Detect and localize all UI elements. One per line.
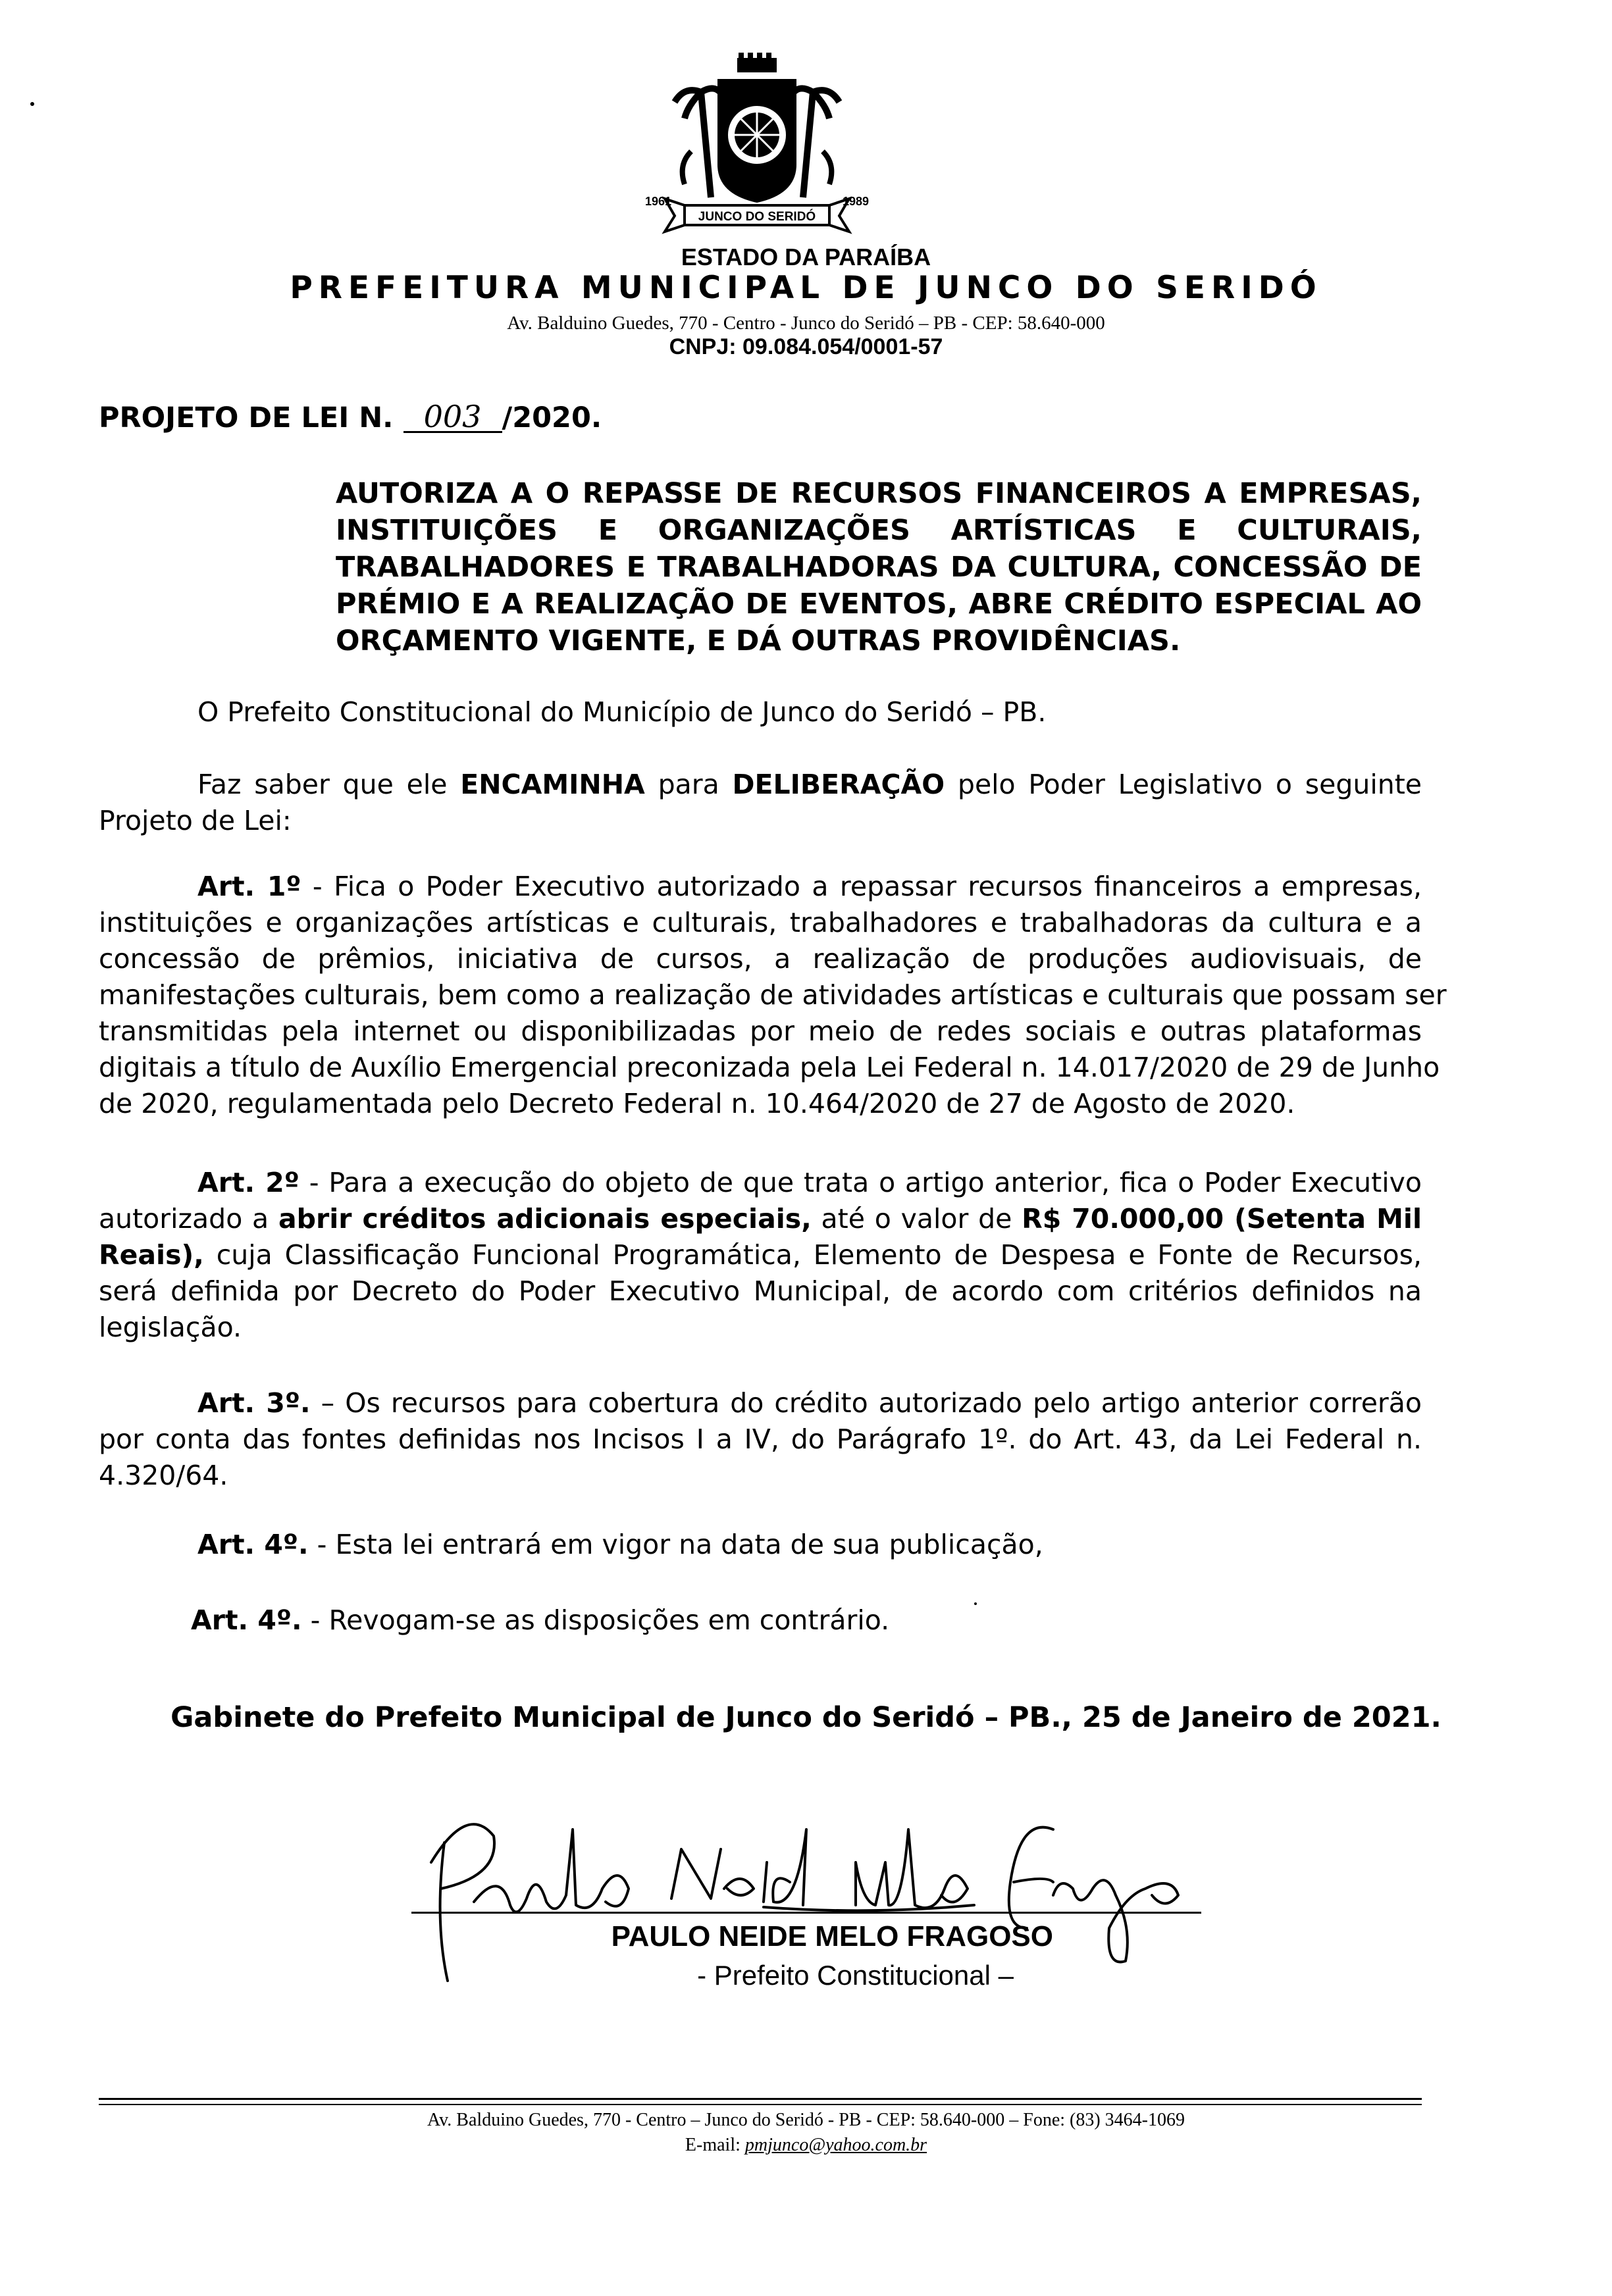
- summary-line: TRABALHADORES E TRABALHADORAS DA CULTURA, CONCESSÃO DE: [336, 551, 1422, 584]
- header-cnpj: CNPJ: 09.084.054/0001-57: [669, 334, 943, 359]
- faz-saber-line-2: Projeto de Lei:: [99, 805, 292, 836]
- crest-year-left: 1961: [644, 195, 672, 208]
- crest-ribbon-text: JUNCO DO SERIDÓ: [698, 210, 816, 224]
- article-line: autorizado a abrir créditos adicionais especiais, até o valor de R$ 70.000,00 (Setenta Mil: [99, 1203, 1422, 1235]
- intro-line: O Prefeito Constitucional do Município de Junco do Seridó – PB.: [197, 696, 1047, 728]
- email-link[interactable]: pmjunco@yahoo.com.br: [744, 2135, 927, 2155]
- article-4-vigor: [99, 1527, 1422, 1563]
- article-line: instituições e organizações artísticas e culturais, trabalhadores e trabalhadoras da cultura e a: [99, 907, 1422, 938]
- faz-saber-paragraph: [99, 767, 1422, 839]
- handwritten-signature: [395, 1790, 1218, 1987]
- bill-summary: [336, 475, 1422, 659]
- article-line: será definida por Decreto do Poder Executivo Municipal, de acordo com critérios definidos na: [99, 1275, 1422, 1307]
- coat-of-arms-icon: [638, 53, 875, 250]
- article-label: Art. 4º.: [191, 1604, 302, 1636]
- article-line: 4.320/64.: [99, 1460, 228, 1491]
- article-3: [99, 1385, 1422, 1494]
- article-line: Art. 3º. – Os recursos para cobertura do crédito autorizado pelo artigo anterior correrão: [197, 1387, 1422, 1419]
- article-line: Art. 1º - Fica o Poder Executivo autorizado a repassar recursos financeiros a empresas,: [197, 871, 1422, 902]
- footer-address: Av. Balduino Guedes, 770 - Centro – Junco do Seridó - PB - CEP: 58.640-000 – Fone: (83) 3464-1069: [427, 2110, 1185, 2130]
- article-4-revogam: [92, 1602, 1415, 1639]
- summary-line: ORÇAMENTO VIGENTE, E DÁ OUTRAS PROVIDÊNCIAS.: [336, 625, 1181, 657]
- crest-year-right: 1989: [842, 195, 870, 208]
- intro-paragraph: [99, 694, 1422, 730]
- bill-prefix: PROJETO DE LEI N.: [99, 401, 394, 434]
- bill-number: [99, 401, 602, 434]
- signer-name: PAULO NEIDE MELO FRAGOSO: [611, 1920, 1053, 1952]
- article-label: Art. 1º: [197, 871, 301, 902]
- article-label: Art. 4º.: [197, 1529, 309, 1560]
- article-line: transmitidas pela internet ou disponibilizadas por meio de redes sociais e outras plataformas: [99, 1015, 1422, 1047]
- article-line: por conta das fontes definidas nos Incisos I a IV, do Parágrafo 1º. do Art. 43, da Lei Federal n.: [99, 1423, 1422, 1455]
- article-line: concessão de prêmios, iniciativa de cursos, a realização de produções audiovisuais, de: [99, 943, 1422, 975]
- article-line: de 2020, regulamentada pelo Decreto Federal n. 10.464/2020 de 27 de Agosto de 2020.: [99, 1088, 1295, 1119]
- article-line: manifestações culturais, bem como a realização de atividades artísticas e culturais que possam ser: [99, 979, 1447, 1011]
- scan-speck: [30, 102, 34, 106]
- article-line: digitais a título de Auxílio Emergencial preconizada pela Lei Federal n. 14.017/2020 de 29 de Junho: [99, 1052, 1440, 1083]
- signing-place-date: Gabinete do Prefeito Municipal de Junco do Seridó – PB., 25 de Janeiro de 2021.: [170, 1701, 1442, 1734]
- article-line: Art. 4º. - Revogam-se as disposições em contrário.: [191, 1604, 890, 1636]
- article-line: Art. 4º. - Esta lei entrará em vigor na data de sua publicação,: [197, 1529, 1043, 1560]
- article-label: Art. 2º: [197, 1167, 299, 1198]
- prefeitura-title: PREFEITURA MUNICIPAL DE JUNCO DO SERIDÓ: [290, 270, 1322, 306]
- signer-role: - Prefeito Constitucional –: [697, 1960, 1014, 1991]
- footer-divider: [99, 2098, 1422, 2105]
- article-label: Art. 3º.: [197, 1387, 311, 1419]
- article-line: Reais), cuja Classificação Funcional Programática, Elemento de Despesa e Fonte de Recursos,: [99, 1239, 1422, 1271]
- article-line: legislação.: [99, 1312, 242, 1343]
- signature-line: [411, 1912, 1201, 1914]
- summary-line: INSTITUIÇÕES E ORGANIZAÇÕES ARTÍSTICAS E CULTURAIS,: [336, 514, 1422, 547]
- header-address: Av. Balduino Guedes, 770 - Centro - Junco do Seridó – PB - CEP: 58.640-000: [507, 313, 1105, 334]
- state-name: ESTADO DA PARAÍBA: [681, 243, 931, 270]
- summary-line: PRÉMIO E A REALIZAÇÃO DE EVENTOS, ABRE CRÉDITO ESPECIAL AO: [336, 588, 1422, 621]
- faz-saber-line-1: Faz saber que ele ENCAMINHA para DELIBERAÇÃO pelo Poder Legislativo o seguinte: [197, 769, 1422, 800]
- article-1: [99, 869, 1447, 1122]
- summary-line: AUTORIZA A O REPASSE DE RECURSOS FINANCEIROS A EMPRESAS,: [336, 477, 1422, 510]
- article-line: Art. 2º - Para a execução do objeto de que trata o artigo anterior, fica o Poder Executivo: [197, 1167, 1422, 1198]
- article-2: [99, 1165, 1422, 1346]
- scan-speck: [974, 1602, 977, 1605]
- bill-number-handwritten: 003: [403, 402, 502, 433]
- footer-email: E-mail: pmjunco@yahoo.com.br: [685, 2135, 927, 2155]
- bill-suffix: /2020.: [502, 401, 602, 434]
